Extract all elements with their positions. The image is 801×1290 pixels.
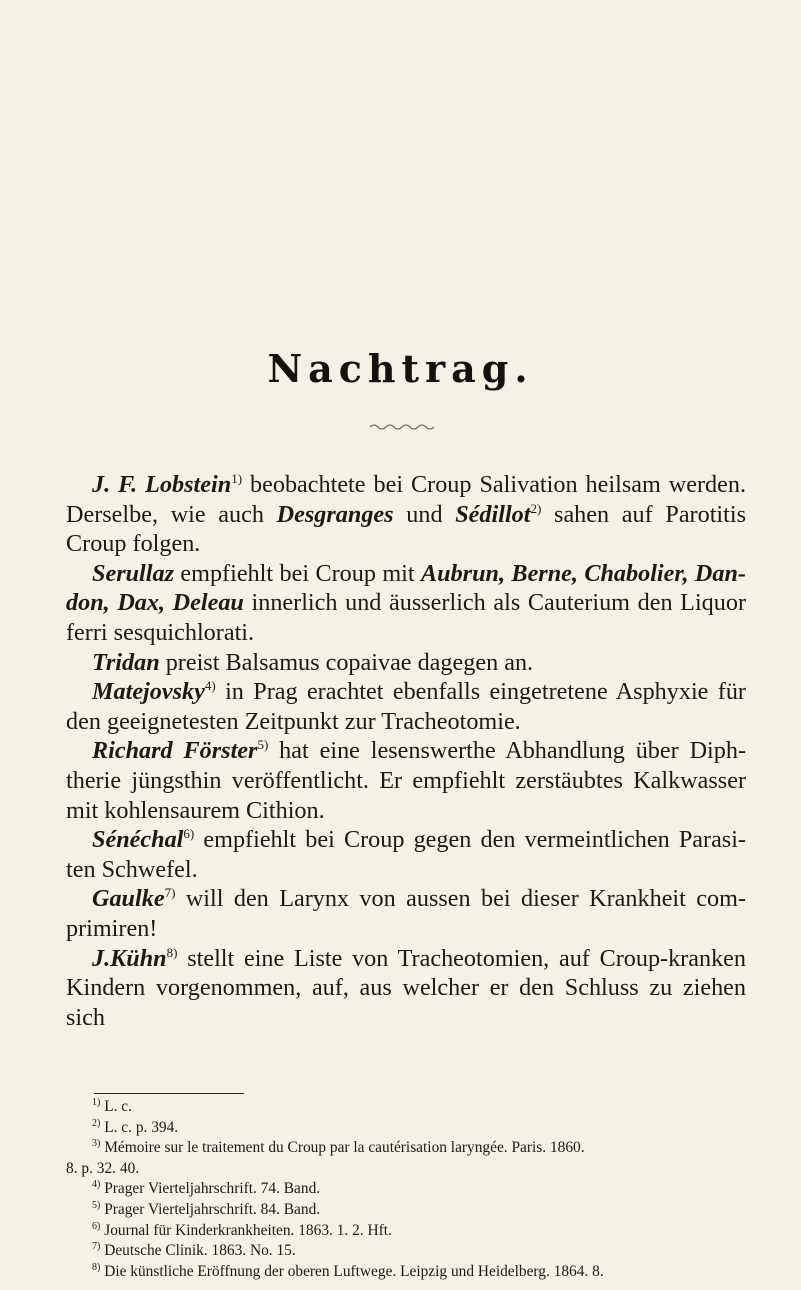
footnote	[66, 1159, 756, 1180]
author-name: Sénéchal	[92, 826, 184, 854]
footnote-number: 3)	[92, 1138, 101, 1150]
text-run: und	[393, 500, 456, 528]
footnote-text: Die künstliche Eröffnung der oberen Luftwege. Leipzig und Heidelberg. 1864. 8.	[104, 1262, 604, 1280]
footnote-text: Prager Vierteljahrschrift. 74. Band.	[104, 1180, 321, 1198]
paragraph	[66, 736, 746, 825]
text-run: Kindern vorgenommen, auf, aus welcher er den Schluss zu ziehen sich	[66, 974, 746, 1031]
text-run: primiren!	[66, 914, 158, 942]
author-name: J.Kühn	[92, 944, 167, 972]
footnote-text: L. c. p. 394.	[104, 1118, 179, 1136]
footnote-text: Deutsche Clinik. 1863. No. 15.	[104, 1242, 296, 1260]
author-name: Aubrun, Berne, Chabolier, Dan-	[420, 559, 746, 587]
text-run: sahen auf Parotitis	[541, 500, 746, 528]
footnote	[66, 1241, 756, 1262]
footnote-number: 8)	[92, 1261, 101, 1273]
footnote-number: 7)	[92, 1241, 101, 1253]
text-run: kohlensaurem Cithion.	[104, 796, 325, 824]
paragraph	[66, 559, 746, 648]
text-run: den geeignetesten Zeitpunkt zur Tracheotomie.	[66, 707, 521, 735]
text-run: Derselbe, wie auch	[66, 500, 277, 528]
footnote	[66, 1262, 756, 1283]
author-name: don, Dax, Deleau	[66, 589, 244, 617]
text-run: innerlich und äusserlich als Cauterium den Liquor	[243, 589, 747, 617]
footnote-text: Prager Vierteljahrschrift. 84. Band.	[104, 1200, 321, 1218]
footnote	[66, 1097, 756, 1118]
footnote-ref: 1)	[231, 471, 243, 486]
footnote-list	[66, 1097, 756, 1282]
text-run: ten Schwefel.	[66, 855, 198, 883]
text-run: ferri sesquichlorati.	[66, 618, 255, 646]
footnote	[66, 1118, 756, 1139]
paragraph	[66, 470, 746, 559]
author-name: Desgranges	[276, 500, 394, 528]
text-run: will den Larynx von aussen bei dieser Krankheit com-	[175, 885, 746, 913]
footnote-number: 6)	[92, 1220, 101, 1232]
footnote-divider	[94, 1093, 244, 1094]
footnote-text: Journal für Kinderkrankheiten. 1863. 1. 2. Hft.	[104, 1221, 392, 1239]
footnote-text: L. c.	[104, 1098, 132, 1115]
paragraph	[66, 884, 746, 943]
page-title: Nachtrag.	[267, 346, 534, 391]
author-name: Sédillot	[455, 500, 531, 528]
author-name: Gaulke	[92, 885, 165, 913]
footnote	[66, 1138, 756, 1159]
author-name: J. F. Lobstein	[92, 471, 232, 498]
footnote-ref: 4)	[204, 678, 216, 694]
author-name: Matejovsky	[92, 678, 205, 706]
wavy-rule-ornament	[370, 422, 434, 432]
text-run: empfiehlt bei Croup mit	[174, 559, 421, 587]
footnote-number: 4)	[92, 1179, 101, 1191]
footnote-ref: 7)	[164, 885, 176, 901]
main-text	[66, 470, 746, 1032]
text-run: hat eine lesenswerthe Abhandlung über Diph-	[268, 737, 747, 765]
footnote-ref: 5)	[257, 737, 269, 753]
text-run: therie jüngsthin veröffentlicht. Er empfiehlt zerstäubtes Kalkwasser mit	[66, 766, 746, 824]
author-name: Richard Förster	[92, 737, 258, 765]
footnote-ref: 2)	[530, 500, 542, 516]
footnote-number: 1)	[92, 1097, 101, 1108]
text-run: preist Balsamus copaivae dagegen an.	[159, 648, 534, 676]
footnote-ref: 8)	[166, 944, 178, 960]
footnote-text: Mémoire sur le traitement du Croup par la cautérisation laryngée. Paris. 1860.	[104, 1139, 585, 1157]
footnote-text: 8. p. 32. 40.	[66, 1159, 140, 1177]
author-name: Tridan	[92, 648, 160, 676]
author-name: Serullaz	[92, 559, 174, 587]
paragraph	[66, 677, 746, 736]
text-run: stellt eine Liste von Tracheotomien, auf Croup-kranken	[177, 944, 746, 972]
text-run: in Prag erachtet ebenfalls eingetretene Asphyxie für	[215, 678, 746, 706]
footnote	[66, 1179, 756, 1200]
text-run: empfiehlt bei Croup gegen den vermeintlichen Parasi-	[194, 826, 746, 854]
paragraph	[66, 944, 746, 1033]
footnote-number: 2)	[92, 1117, 101, 1129]
footnote	[66, 1221, 756, 1242]
paragraph	[66, 825, 746, 884]
text-run: Croup folgen.	[66, 530, 201, 558]
footnote-number: 5)	[92, 1199, 101, 1211]
text-run: beobachtete bei Croup Salivation heilsam werden.	[242, 471, 746, 498]
paragraph	[66, 648, 746, 678]
footnote	[66, 1200, 756, 1221]
footnote-ref: 6)	[183, 826, 195, 842]
